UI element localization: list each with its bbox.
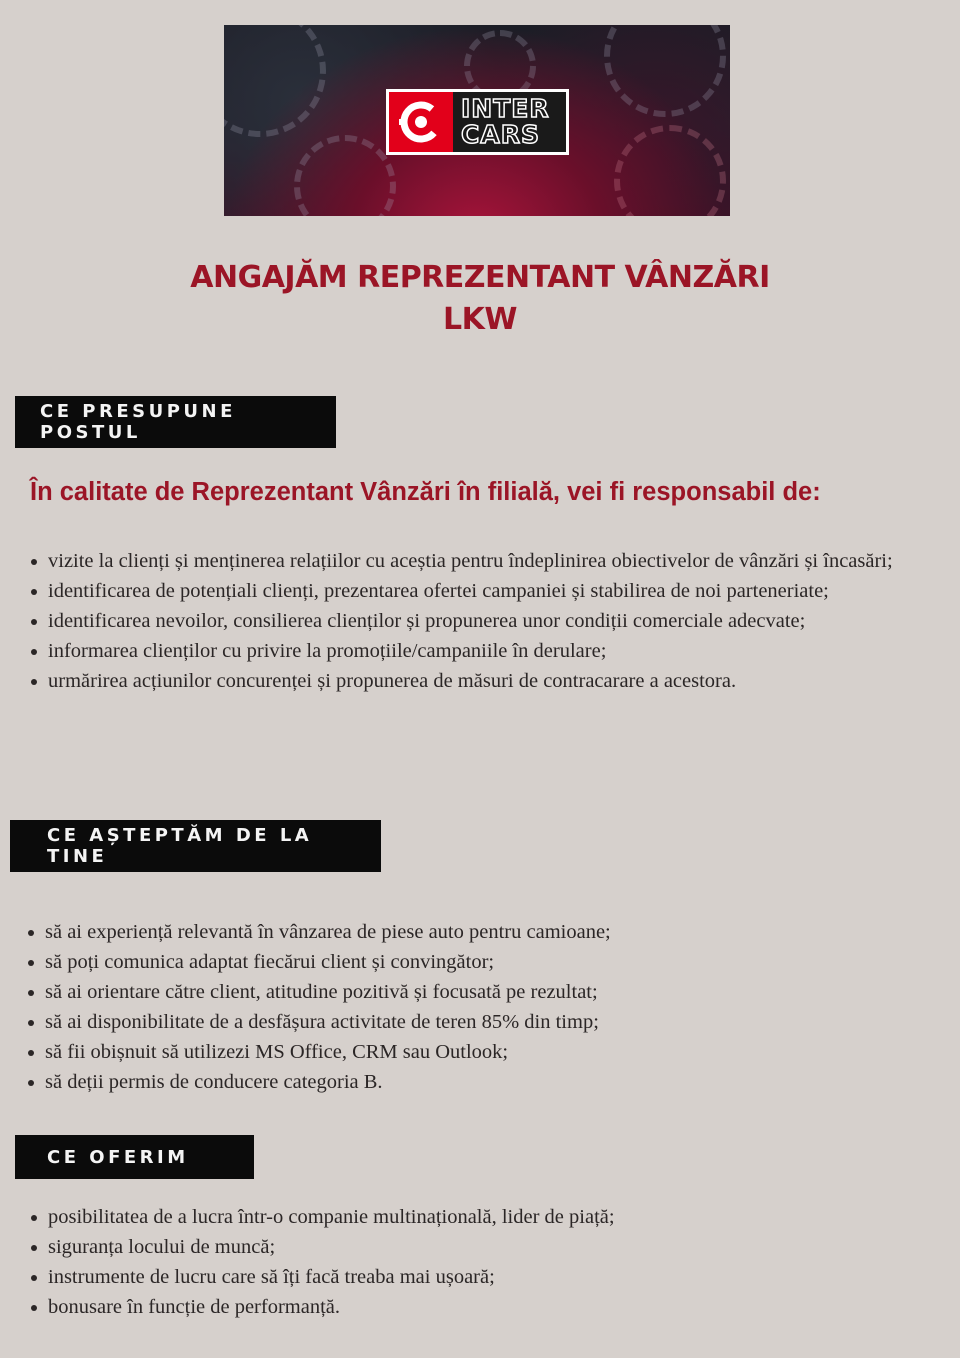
section-label-job: CE PRESUPUNE POSTUL: [15, 396, 336, 448]
gear-decoration: [294, 135, 396, 216]
header-banner: [224, 25, 730, 216]
list-item: informarea clienților cu privire la promoțiile/campaniile în derulare;: [30, 636, 912, 666]
section-label-offer: CE OFERIM: [15, 1135, 254, 1179]
gear-decoration: [604, 25, 726, 117]
list-item: să deții permis de conducere categoria B.: [27, 1067, 927, 1097]
list-item: vizite la clienți și menținerea relațiilor cu aceștia pentru îndeplinirea obiectivelor de vânzări și încasări;: [30, 546, 912, 576]
section-label-expect: CE AȘTEPTĂM DE LA TINE: [10, 820, 381, 872]
list-item: identificarea nevoilor, consilierea clienților și propunerea unor condiții comerciale adecvate;: [30, 606, 912, 636]
list-item: posibilitatea de a lucra într-o companie multinațională, lider de piață;: [30, 1202, 910, 1232]
section-subtitle: În calitate de Reprezentant Vânzări în filială, vei fi responsabil de:: [30, 478, 821, 506]
logo-text-line1: INTER: [461, 94, 550, 123]
list-item: identificarea de potențiali clienți, prezentarea ofertei campaniei și stabilirea de noi parteneriate;: [30, 576, 912, 606]
list-item: bonusare în funcție de performanță.: [30, 1292, 910, 1322]
page-title-line1: ANGAJĂM REPREZENTANT VÂNZĂRI: [190, 260, 770, 295]
logo-text-line2: CARS: [461, 120, 540, 149]
offer-list: [30, 1202, 910, 1322]
list-item: siguranța locului de muncă;: [30, 1232, 910, 1262]
list-item: instrumente de lucru care să îți facă treaba mai ușoară;: [30, 1262, 910, 1292]
company-logo: [386, 89, 569, 155]
list-item: să ai disponibilitate de a desfășura activitate de teren 85% din timp;: [27, 1007, 927, 1037]
expect-list: [27, 917, 927, 1097]
list-item: urmărirea acțiunilor concurenței și propunerea de măsuri de contracarare a acestora.: [30, 666, 912, 696]
page-title-line2: LKW: [443, 302, 517, 337]
gear-decoration: [224, 25, 326, 137]
job-list: [30, 546, 912, 696]
list-item: să poți comunica adaptat fiecărui client și convingător;: [27, 947, 927, 977]
logo-c-icon: [389, 92, 453, 152]
list-item: să ai experiență relevantă în vânzarea de piese auto pentru camioane;: [27, 917, 927, 947]
list-item: să ai orientare către client, atitudine pozitivă și focusată pe rezultat;: [27, 977, 927, 1007]
list-item: să fii obișnuit să utilizezi MS Office, CRM sau Outlook;: [27, 1037, 927, 1067]
gear-decoration: [614, 125, 726, 216]
